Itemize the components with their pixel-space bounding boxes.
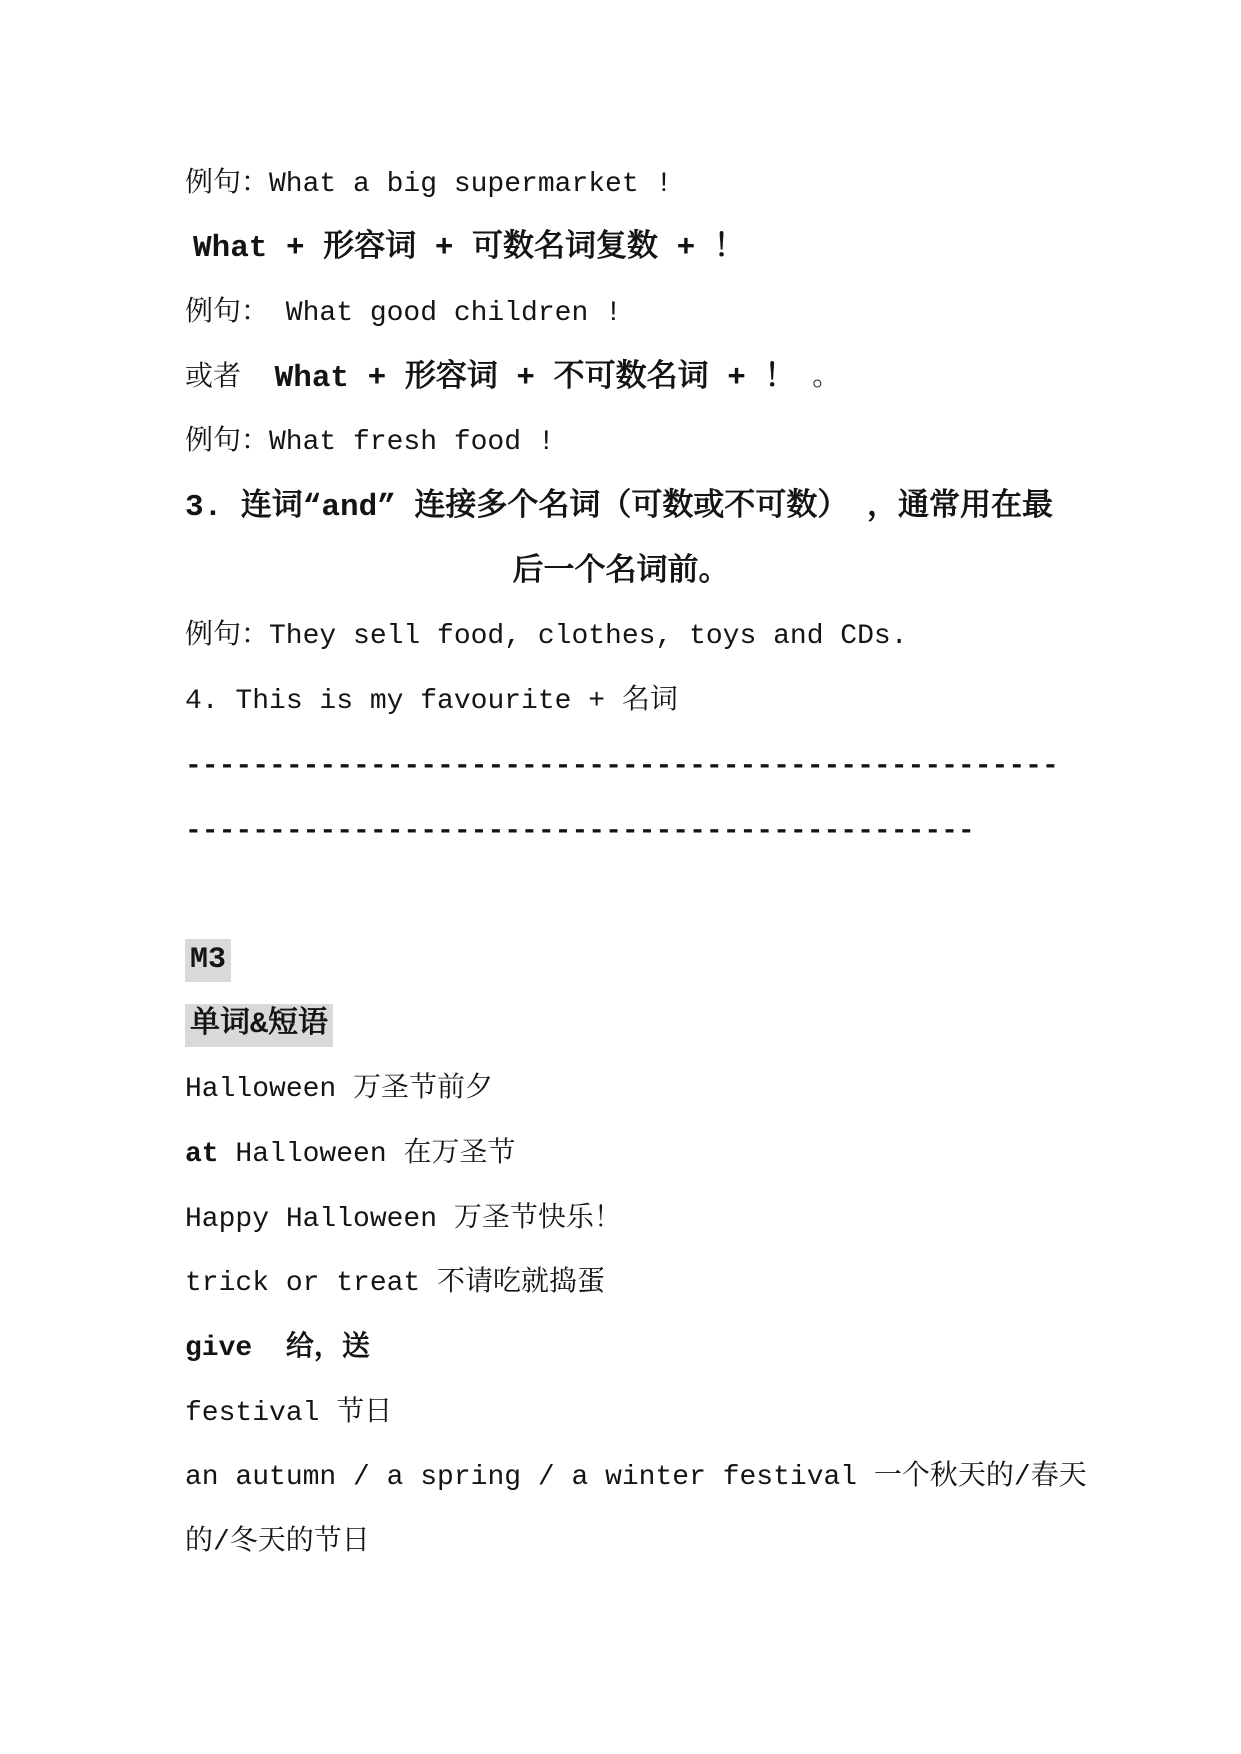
words-phrases-heading-line: [185, 993, 1057, 1058]
example-fresh-food-line: [185, 411, 1057, 476]
rule-what-countable-line: [185, 217, 1057, 282]
vocab-trick-or-treat-text: trick or treat 不请吃就捣蛋: [185, 1268, 606, 1300]
vocab-at-halloween-line: [185, 1122, 1057, 1187]
vocab-halloween-line: [185, 1058, 1057, 1123]
vocab-at-halloween-text: Halloween 在万圣节: [218, 1138, 516, 1170]
example-children-text: 例句： What good children !: [185, 297, 622, 329]
vocab-give-line: [185, 1316, 1057, 1381]
rule-what-uncountable-text: What + 形容词 + 不可数名词 + ！: [274, 360, 796, 396]
example-they-sell-line: [185, 605, 1057, 670]
rule-and-line-1: [185, 475, 1057, 540]
vocab-give-text: give 给，送: [185, 1332, 370, 1364]
example-children-line: [185, 281, 1057, 346]
rule-and-text-1: 3. 连词“and” 连接多个名词（可数或不可数） ，通常用在最: [185, 490, 1054, 526]
rule-uncountable-suffix-text: 。: [795, 362, 841, 394]
vocab-seasons-festival-line: [185, 1446, 1087, 1511]
rule-and-line-2: [185, 540, 1057, 605]
dashed-divider-2: [185, 799, 1057, 864]
document-content: [185, 152, 1087, 1575]
words-phrases-heading-badge: 单词&短语: [185, 1004, 333, 1047]
vocab-seasons-festival-wrap-line: [185, 1510, 1057, 1575]
vocab-seasons-festival-wrap-text: 的/冬天的节日: [185, 1526, 370, 1558]
rule-what-countable-text: What + 形容词 + 可数名词复数 + ！: [193, 231, 745, 267]
vocab-festival-text: festival 节日: [185, 1397, 393, 1429]
vocab-happy-halloween-line: [185, 1187, 1057, 1252]
vocab-happy-halloween-text: Happy Halloween 万圣节快乐！: [185, 1203, 622, 1235]
example-they-sell-text: 例句：They sell food, clothes, toys and CDs.: [185, 621, 908, 653]
example-fresh-food-text: 例句：What fresh food !: [185, 427, 555, 459]
example-supermarket-line: [185, 152, 1057, 217]
rule-and-text-2: 后一个名词前。: [512, 554, 730, 590]
dashed-divider-1: [185, 734, 1057, 799]
dashed-divider-1-text: ----------------------------------------------------: [185, 751, 1059, 783]
vocab-at-halloween-bold-text: at: [185, 1138, 219, 1170]
vocab-trick-or-treat-line: [185, 1252, 1057, 1317]
module-label-badge: M3: [185, 939, 231, 982]
vocab-seasons-festival-text: an autumn / a spring / a winter festival 一个秋天的/春天: [185, 1462, 1087, 1494]
rule-uncountable-prefix-text: 或者: [185, 362, 275, 394]
blank-line: [185, 864, 1057, 929]
rule-favourite-line: [185, 670, 1057, 735]
vocab-festival-line: [185, 1381, 1057, 1446]
rule-what-uncountable-line: [185, 346, 1057, 411]
module-label-line: [185, 928, 1057, 993]
example-supermarket-text: 例句：What a big supermarket !: [185, 168, 673, 200]
rule-favourite-text: 4. This is my favourite + 名词: [185, 686, 678, 718]
vocab-halloween-text: Halloween 万圣节前夕: [185, 1074, 494, 1106]
dashed-divider-2-text: -----------------------------------------------: [185, 815, 975, 847]
